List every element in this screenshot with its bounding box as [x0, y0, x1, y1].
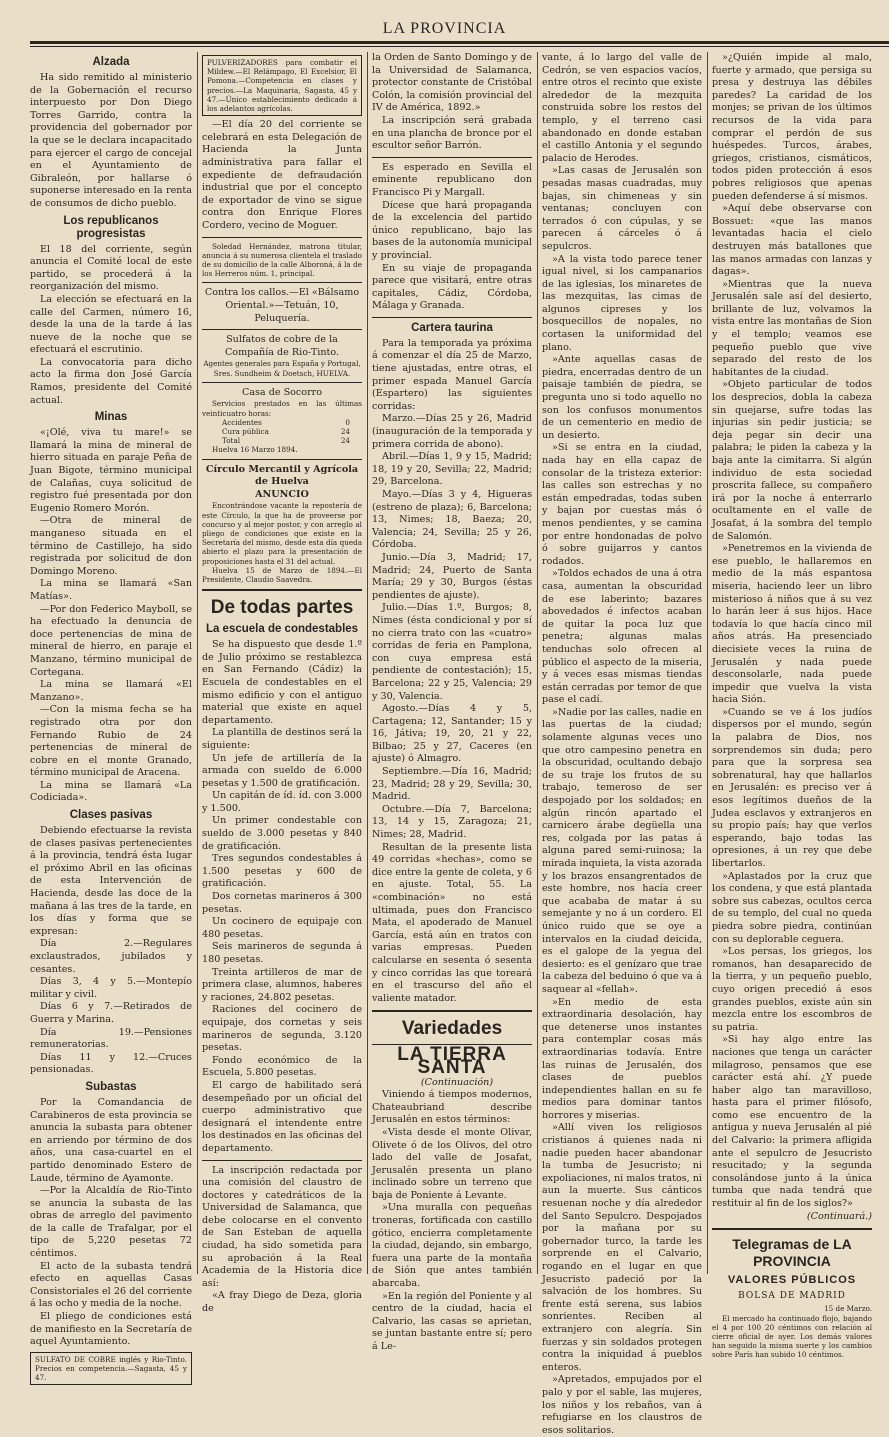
article-paragraph: Fondo económico de la Escuela, 5.800 pesetas. — [202, 1054, 362, 1079]
republicanos-heading: Los republicanos progresistas — [63, 214, 159, 240]
socorro-date: Huelva 16 Marzo 1894. — [212, 445, 298, 455]
divider — [202, 459, 362, 460]
article-paragraph: El cargo de habilitado será desempeñado por un oficial del cuerpo administrativo que designará el intendente entre los destinados en las oficinas del departamento. — [202, 1079, 362, 1154]
article-paragraph: «A fray Diego de Deza, gloria de — [202, 1290, 362, 1315]
ad-callos: Contra los callos.—El «Bálsamo Oriental.»—Tetuán, 10, Peluquería. — [204, 287, 360, 324]
article-paragraph: Viniendo á tiempos modernos, Chateaubriand describe Jerusalén en estos términos: — [372, 1089, 532, 1126]
continuara-label: (Continuará.) — [806, 1210, 872, 1222]
article-paragraph: Día 19.—Pensiones remuneratorias. — [30, 1026, 192, 1051]
anuncio-heading: ANUNCIO — [255, 488, 309, 500]
variedades-heading: Variedades — [401, 1018, 503, 1040]
article-paragraph: Debiendo efectuarse la revista de clases pasivas pertenecientes á la provincia, tendrá ésta lugar el próximo Abril en las oficinas de esta Intervención de Hacienda, desde las doce de la mañana á las tres de la tarde, en los días y forma que se expresan: — [30, 825, 192, 937]
article-paragraph: La plantilla de destinos será la siguiente: — [202, 727, 362, 751]
column-divider — [197, 52, 198, 1274]
article-paragraph: »Mientras que la nueva Jerusalén sale así del desierto, brillante de luz, volvamos la vista entre las montañas de Sion y el templo; veamos ese pequeño pueblo que vive separado del resto de los habitantes de la ciudad. — [712, 278, 872, 378]
cartera-taurina-heading: Cartera taurina — [411, 321, 493, 334]
divider — [712, 1228, 872, 1230]
socorro-row — [202, 418, 362, 427]
divider — [372, 317, 532, 318]
alzada-text: Ha sido remitido al ministerio de la Gobernación el recurso interpuesto por Don Diego Torres Garrido, contra la providencia del gobernador por la que se le declara incapacitado para ejercer el cargo de concejal en el Ayuntamiento de Gibraleón, por hallarse ó suponerse interesado en la renta de consumos de dicho pueblo. — [30, 72, 192, 209]
article-paragraph: —Otra de mineral de manganeso situada en el término de Castillejo, ha sido registrada por solicitud de don Domingo Moreno. — [30, 515, 192, 577]
article-paragraph: Abril.—Días 1, 9 y 15, Madrid; 18, 19 y 20, Sevilla; 22, Madrid; 29, Barcelona. — [372, 451, 532, 488]
article-paragraph: Por la Comandancia de Carabineros de esta provincia se anuncia la subasta para obtener en arriendo por término de dos años, una casa-cuartel en el partido denominado Estero de Laude, término de Ayamonte. — [30, 1096, 192, 1184]
divider — [202, 382, 362, 383]
article-paragraph: »Penetremos en la vivienda de ese pueblo, le hallaremos en medio de la más espantosa miseria, haciendo leer un libro misterioso á niños que á su vez lo harán leer á sus hijos. Hace todavía lo que hacía cinco mil años atrás. Ha presenciado diecisiete veces la ruina de Jerusalén y nada puede desconsolarle, nada puede impedir que vuelva la vista hacia Sión. — [712, 543, 872, 706]
article-paragraph: Treinta artilleros de mar de primera clase, alumnos, haberes y raciones, 24.802 pesetas. — [202, 966, 362, 1003]
column-1 — [30, 52, 192, 1383]
article-paragraph: »Una muralla con pequeñas troneras, fortificada con castillo gótico, encierra completamente la ciudad, dejando, sin embargo, fuera una parte de la montaña de Sión que antes también abarcaba. — [372, 1202, 532, 1290]
article-paragraph: Tres segundos condestables á 1.500 pesetas y 600 de gratificación. — [202, 853, 362, 890]
article-paragraph: »¿Quién impide al malo, fuerte y armado, que persiga su presa y destruya las débiles paredes? La caridad de los monjes; se privan de los últimos recursos de la vida para comprar el perdón de sus huéspedes. Turcos, árabes, griegos, cristianos, cismáticos, todos piden protección á esos pobres religiosos que apenas pueden defenderse á sí mismos. — [712, 52, 872, 202]
article-paragraph: Un jefe de artillería de la armada con sueldo de 6.000 pesetas y 1.500 de gratificación. — [202, 752, 362, 789]
article-paragraph: La elección se efectuará en la calle del Carmen, número 16, desde la una de la tarde á las nueve de la noche que se efectuará el escrutinio. — [30, 293, 192, 356]
article-paragraph: Dos cornetas marineros á 300 pesetas. — [202, 891, 362, 915]
column-divider — [537, 52, 538, 1274]
article-paragraph: «¡Olé, viva tu mare!» se llamará la mina de mineral de hierro situada en paraje Peña de Juan Bigote, término municipal de Calañas, cuya solicitud de registro fué presentada por don Eugenio Romero Morón. — [30, 427, 192, 514]
alzada-heading: Alzada — [92, 56, 130, 68]
casa-socorro-heading: Casa de Socorro — [241, 386, 323, 398]
socorro-value: 24 — [340, 436, 350, 446]
masthead-rule-thin — [30, 46, 889, 47]
article-paragraph: Un primer condestable con sueldo de 3.000 pesetas y 840 de gratificación. — [202, 815, 362, 852]
article-paragraph: Un cocinero de equipaje con 480 pesetas. — [202, 916, 362, 940]
article-paragraph: «Vista desde el monte Olivar, Olivete ó de los Olivos, del otro lado del valle de Josafat, Jerusalén presenta un plano inclinado sobre un terreno que baja de Poniente á Levante. — [372, 1126, 532, 1201]
article-paragraph: »Objeto particular de todos los desprecios, dobla la cabeza sin quejarse, sufre todas las injurias sin pedir justicia; se deja pegar sin decir una palabra; le piden la cabeza y la baja ante la cimitarra. Si algún individuo de esta sociedad proscrita fallece, su compañero irá por la noche á enterrarlo ocultamente en el valle de Josafat, á la sombra del templo de Salomón. — [712, 379, 872, 542]
article-paragraph: Octubre.—Día 7, Barcelona; 13, 14 y 15, Zaragoza; 21, Nimes; 28, Madrid. — [372, 803, 532, 841]
article-paragraph: Julio.—Días 1.º, Burgos; 8, Nimes (ésta condicional y por sí no cierra trato con las «cuatro» corridas de feria en Pamplona, con cuya empresa está pendiente de contestación); 15, Barcelona; 22 y 25, Valencia; 29 y 30, Valencia. — [372, 602, 532, 702]
article-paragraph: »Si hay algo entre las naciones que tenga un carácter milagroso, pensamos que ese carácter está ahí. ¿Y puede haber algo tan maravilloso, hasta para el primer filósofo, como ese encuentro de la antigua y nueva Jerusalén al pié del Calvario: la primera afligida ante el sepulcro de Jesucristo resucitado; y la segunda consolándose junto á la única tumba que nada tendrá que restituir al fin de los siglos?» — [712, 1034, 872, 1210]
article-paragraph: Días 11 y 12.—Cruces pensionadas. — [30, 1051, 192, 1076]
article-paragraph: —Por la Alcaldía de Rio-Tinto se anuncia la subasta de las obras de arreglo del pavimento de la calle de Trafalgar, por el tipo de 5,220 pesetas 72 céntimos. — [30, 1185, 192, 1260]
article-paragraph: Días 6 y 7.—Retirados de Guerra y Marina. — [30, 1001, 192, 1025]
article-paragraph: Día 2.—Regulares exclaustrados, jubilados y cesantes. — [30, 938, 192, 975]
article-paragraph: »En medio de esta extraordinaria desolación, hay que detenerse unos instantes para contemplar cosas más extraordinarias todavía. Entre las ruinas de Jerusalén, dos clases de pueblos independientes hallan en su fe medios para dominar tantos horrores y miserias. — [542, 996, 702, 1121]
article-paragraph: »Aquí debe observarse con Bossuet: «que las manos levantadas hacia el cielo destruyen más batallones que las manos armadas con lanzas y dagas». — [712, 203, 872, 278]
de-todas-partes-heading: De todas partes — [210, 597, 354, 619]
article-paragraph: Septiembre.—Día 16, Madrid; 23, Madrid; 28 y 29, Sevilla; 30, Madrid. — [372, 766, 532, 803]
anuncio-signature: Huelva 15 de Marzo de 1894.—El Presidente, Claudio Saavedra. — [202, 565, 362, 584]
column-3 — [372, 52, 532, 1352]
article-paragraph: »Apretados, empujados por el palo y por el sable, las mujeres, los niños y los rebaños, van á refugiarse en los claustros de esos solitarios. — [542, 1374, 702, 1436]
article-paragraph: Junio.—Día 3, Madrid; 17, Madrid; 24, Puerto de Santa María; 29 y 30, Burgos (éstas pendientes de ajuste). — [372, 551, 532, 601]
article-paragraph: La convocatoria para dicho acto la firma don José García Ramos, presidente del Comité actual. — [30, 356, 192, 406]
article-paragraph: »Allí viven los religiosos cristianos á quienes nada ni nadie pueden hacer abandonar la tumba de Jesucristo; ni expoliaciones, ni malos tratos, ni aun la muerte. Sus cánticos resuenan noche y día alrededor del Santo Sepulcro. Despojados por la mañana por su gobernador turco, la tarde les sorprende en el Calvario, rogando en el lugar en que Jesucristo padeció por la salvación de los hombres. Su frente está serena, sus labios sonrientes. Reciben al extranjero con alegría. Sin fuerzas y sin soldados protegen contra la iniquidad á pueblos enteros. — [542, 1122, 702, 1373]
divider — [202, 237, 362, 238]
divider — [202, 1160, 362, 1161]
article-paragraph: Marzo.—Días 25 y 26, Madrid (inauguración de la temporada y primera corrida de abono). — [372, 413, 532, 450]
divider — [372, 157, 532, 158]
divider — [202, 282, 362, 283]
article-paragraph: Para la temporada ya próxima á comenzar el día 25 de Marzo, tiene ajustadas, entre otras, el primer espada Manuel García (Espartero) las siguientes corridas: — [372, 337, 532, 412]
column-2 — [202, 52, 362, 1315]
tierra-santa-heading: LA TIERRA SANTA — [397, 1044, 507, 1078]
article-paragraph: la Orden de Santo Domingo y de la Universidad de Salamanca, protector constante de Cristóbal Colón, la comisión provincial del IV de América, 1892.» — [372, 52, 532, 114]
ad-sulfato-cobre: SULFATO DE COBRE inglés y Rio-Tinto. Precios en competencia.—Sagasta, 45 y 47. — [30, 1352, 192, 1386]
socorro-value: 24 — [340, 426, 350, 436]
article-paragraph: »A la vista todo parece tener igual nivel, si los campanarios de las iglesias, los minaretes de las mezquitas, las cimas de algunos cipreses y los bosquecillos de nopales, no cortasen la uniformidad del plano. — [542, 253, 702, 353]
article-paragraph: —Por don Federico Mayboll, se ha efectuado la denuncia de doce pertenencias de mina de mineral de hierro, en paraje el Manzano, término municipal de Cortegana. — [30, 603, 192, 678]
telegram-text: El mercado ha continuado flojo, bajando el 4 por 100 20 céntimos con relación al cierre oficial de ayer. Los demás valores han seguido la misma suerte y los cambios sobre París han subido 10 céntimos. — [712, 1313, 872, 1360]
masthead-title: LA PROVINCIA — [382, 20, 507, 37]
column-4 — [542, 52, 702, 1436]
ad-agentes: Agentes generales para España y Portugal, Sres. Sundheim & Doetsch, HUELVA. — [203, 359, 361, 378]
clases-pasivas-heading: Clases pasivas — [69, 809, 153, 822]
article-paragraph: Resultan de la presente lista 49 corridas «hechas», como se dice entre la gente de coleta, y 6 en ajuste. Total, 55. La «combinación» no está ultimada, pues don Francisco Mata, el apoderado de Manuel García, está aún en tratos con varias empresas. Pueden calcularse en sesenta ó sesenta y cinco corridas las que toreará en el trascurso del año el valiente matador. — [372, 841, 532, 1004]
article-paragraph: En su viaje de propaganda parece que visitará, entre otras capitales, Cádiz, Córdoba, Málaga y Granada. — [372, 262, 532, 312]
divider — [202, 589, 362, 591]
circulo-heading: Círculo Mercantil y Agrícola de Huelva — [205, 463, 359, 488]
article-paragraph: La mina se llamará «El Manzano». — [30, 679, 192, 703]
article-paragraph: »Cuando se ve á los judíos dispersos por el mundo, según la palabra de Dios, nos sorprendemos sin duda; pero para que la sorpresa sea sobrenatural, hay que hallarlos en Jerusalén: es preciso ver á esos legítimos dueños de la Judea esclavos y extranjeros en su propio país; hay que verlos esperando, bajo todas las opresiones, á un rey que debe libertarlos. — [712, 706, 872, 869]
socorro-label: Total — [222, 436, 241, 446]
article-paragraph: Mayo.—Días 3 y 4, Higueras (estreno de plaza); 6, Barcelona; 13, Nimes; 18, Baeza; 20, Valencia; 24, Sevilla; 25 y 26, Córdoba. — [372, 489, 532, 551]
column-divider — [367, 52, 368, 1274]
article-paragraph: »Nadie por las calles, nadie en las puertas de la ciudad; solamente algunas veces uno que otro campesino penetra en la obscuridad, ocultando debajo de su traje los frutos de su trabajo, temeroso de ser despojado por los soldados; en algún rincón apartado el carnicero árabe degüella una res, colgada por las patas á alguna pared semi-ruinosa; la mirada inquieta, la vista azorada y los brazos ensangrentados de este hombre, nos hacía creer que acababa de matar á su semejante y no á un cordero. El único ruido que se oye a intervalos en la ciudad deicida, es el galope de la yegua del desierto: es el genízaro que trae la cabeza del beduino ó que va á saquear al «fellah». — [542, 706, 702, 995]
article-paragraph: —El día 20 del corriente se celebrará en esta Delegación de Hacienda la Junta administrativa para fallar el expediente de defraudación industrial que por el concepto de exportador de vino se sigue contra don Enrique Flores Cordero, vecino de Moguer. — [202, 119, 362, 231]
article-paragraph: Seis marineros de segunda á 180 pesetas. — [202, 941, 362, 966]
telegram-date: 15 de Marzo. — [824, 1304, 872, 1314]
column-divider — [707, 52, 708, 1274]
article-paragraph: »En la región del Poniente y al centro de la ciudad, hacia el Calvario, las casas se aprietan, se juntan bastante entre sí; pero á Le- — [372, 1290, 532, 1352]
article-paragraph: Se ha dispuesto que desde 1.º de Julio próximo se restablezca en San Fernando (Cádiz) la Escuela de condestables en el mismo edificio y con el antiguo material que existe en aquel departamento. — [202, 639, 362, 726]
socorro-label: Accidentes — [222, 417, 262, 427]
article-paragraph: La mina se llamará «La Codiciada». — [30, 779, 192, 804]
article-paragraph: Un capitán de íd. íd. con 3.000 y 1.500. — [202, 790, 362, 814]
minas-heading: Minas — [94, 411, 128, 424]
anuncio-text: Encontrándose vacante la repostería de este Círculo, la que ha de proveerse por concurso y al mejor postor, y con arreglo al pliego de condiciones que existe en la Secretaría del mismo, desde esta día queda abierto el plazo para la presentación de proposiciones hasta el 31 del actual. — [202, 501, 362, 566]
article-paragraph: »Aplastados por la cruz que los condena, y que está plantada sobre sus cabezas, ocultos cerca de su templo, del cual no queda piedra sobre piedra, continúan con su deplorable ceguera. — [712, 870, 872, 945]
article-paragraph: »Los persas, los griegos, los romanos, han desaparecido de la tierra, y un pequeño pueblo, cuyo origen precedió á esos grandes pueblos, existe aún sin mezcla entre los escombros de su patria. — [712, 946, 872, 1033]
article-paragraph: La inscripción redactada por una comisión del claustro de doctores y catedráticos de la Universidad de Salamanca, que debe colocarse en el convento de San Esteban de aquella ciudad, ha sido sometida para su aprobación á la Real Academia de la Historia dice así: — [202, 1164, 362, 1289]
article-paragraph: »Toldos echados de una á otra casa, aumentan la obscuridad de ese laberinto; bazares abovedados é infectos acaban de quitar la poca luz que penetra; algunas malas tenduchas solo ofrecen al público el aspecto de la miseria, y á veces esas mismas tiendas están cerradas por temor de que pase el cadí. — [542, 568, 702, 706]
socorro-value: 0 — [345, 417, 350, 427]
article-paragraph: El 18 del corriente, según anuncia el Comité local de este partido, se procederá á la reorganización del mismo. — [30, 243, 192, 293]
ad-sulfatos: Sulfatos de cobre de la Compañía de Rio-Tinto. — [224, 334, 340, 358]
column-5 — [712, 52, 872, 1360]
article-paragraph: Es esperado en Sevilla el eminente republicano don Francisco Pi y Margall. — [372, 161, 532, 198]
ad-soledad: Soledad Hernández, matrona titular, anuncia á su numerosa clientela el traslado de su domicilio de la calle Alboroná, á la de los Herreros núm. 1, principal. — [202, 241, 362, 279]
article-paragraph: La inscripción será grabada en una plancha de bronce por el escultor señor Barrón. — [372, 114, 532, 152]
article-paragraph: vante, á lo largo del valle de Cedrón, se ven espacios vacíos, entre otros el recinto que existe alrededor de la mezquita construida sobre los restos del templo, y el terreno casi abandonado en donde estaban el castillo Antonia y el segundo palacio de Herodes. — [542, 52, 702, 164]
article-paragraph: »Ante aquellas casas de piedra, encerradas dentro de un paisaje también de piedra, se pregunta uno si todo aquello no son los confusos monumentos de un cementerio en medio de un desierto. — [542, 354, 702, 441]
bolsa-madrid-heading: BOLSA DE MADRID — [738, 1290, 846, 1301]
article-paragraph: Días 3, 4 y 5.—Montepío militar y civil. — [30, 976, 192, 1000]
article-paragraph: —Con la misma fecha se ha registrado otra por don Fernando Rubio de 24 pertenencias de mineral de cobre en el monte Granado, término municipal de Aracena. — [30, 704, 192, 779]
article-paragraph: Raciones del cocinero de equipaje, dos cornetas y seis marineros de segunda, 3.120 pesetas. — [202, 1004, 362, 1054]
continuacion-label: (Continuación) — [420, 1076, 494, 1088]
socorro-label: Cura pública — [222, 426, 269, 436]
divider — [372, 1010, 532, 1012]
masthead-rule — [30, 41, 889, 44]
article-paragraph: Agosto.—Días 4 y 5, Cartagena; 12, Santander; 15 y 16, Játiva; 19, 20, 21 y 22, Bilbao; 25 y 27, Caceres (en ajuste) ó Almagro. — [372, 703, 532, 765]
divider — [202, 329, 362, 330]
article-paragraph: El acto de la subasta tendrá efecto en aquellas Casas Consistoriales el 26 del corriente á las ocho y media de la noche. — [30, 1260, 192, 1310]
socorro-total-row — [202, 436, 362, 445]
subastas-heading: Subastas — [85, 1080, 137, 1093]
ad-pulverizadores: PULVERIZADORES para combatir el Mildew.—El Relámpago, El Excelsior, El Pomona.—Competencia en clases y precios.—La Maquinaria, Sagasta, 45 y 47.—Único establecimiento dedicado á los adelantos agrícolas. — [202, 55, 362, 116]
valores-publicos-heading: VALORES PÚBLICOS — [727, 1274, 857, 1287]
article-paragraph: La mina se llamará «San Matías». — [30, 578, 192, 602]
article-paragraph: El pliego de condiciones está de manifiesto en la Secretaría de aquel Ayuntamiento. — [30, 1311, 192, 1348]
telegramas-heading: Telegramas de LA PROVINCIA — [732, 1236, 852, 1270]
article-paragraph: Dícese que hará propaganda de la excelencia del partido único republicano, bajo las bases de la autonomía municipal y provincial. — [372, 199, 532, 261]
socorro-row — [202, 427, 362, 436]
casa-socorro-subtitle: Servicios prestados en las últimas veinticuatro horas: — [202, 399, 362, 418]
article-paragraph: »Si se entra en la ciudad, nada hay en ella capaz de consolar de la tristeza exterior: las calles son estrechas y no están empedradas, todas suben y bajan por cuestas más ó menos pendientes, y se camina por entre hondonadas de polvo ó sobre guijarros y cantos rodados. — [542, 442, 702, 567]
condestables-heading: La escuela de condestables — [205, 623, 359, 636]
article-paragraph: »Las casas de Jerusalén son pesadas masas cuadradas, muy bajas, sin chimeneas y sin ventanas; concluyen con terrados ó con cúpulas, y se parecen á cárceles ó á sepulcros. — [542, 165, 702, 252]
